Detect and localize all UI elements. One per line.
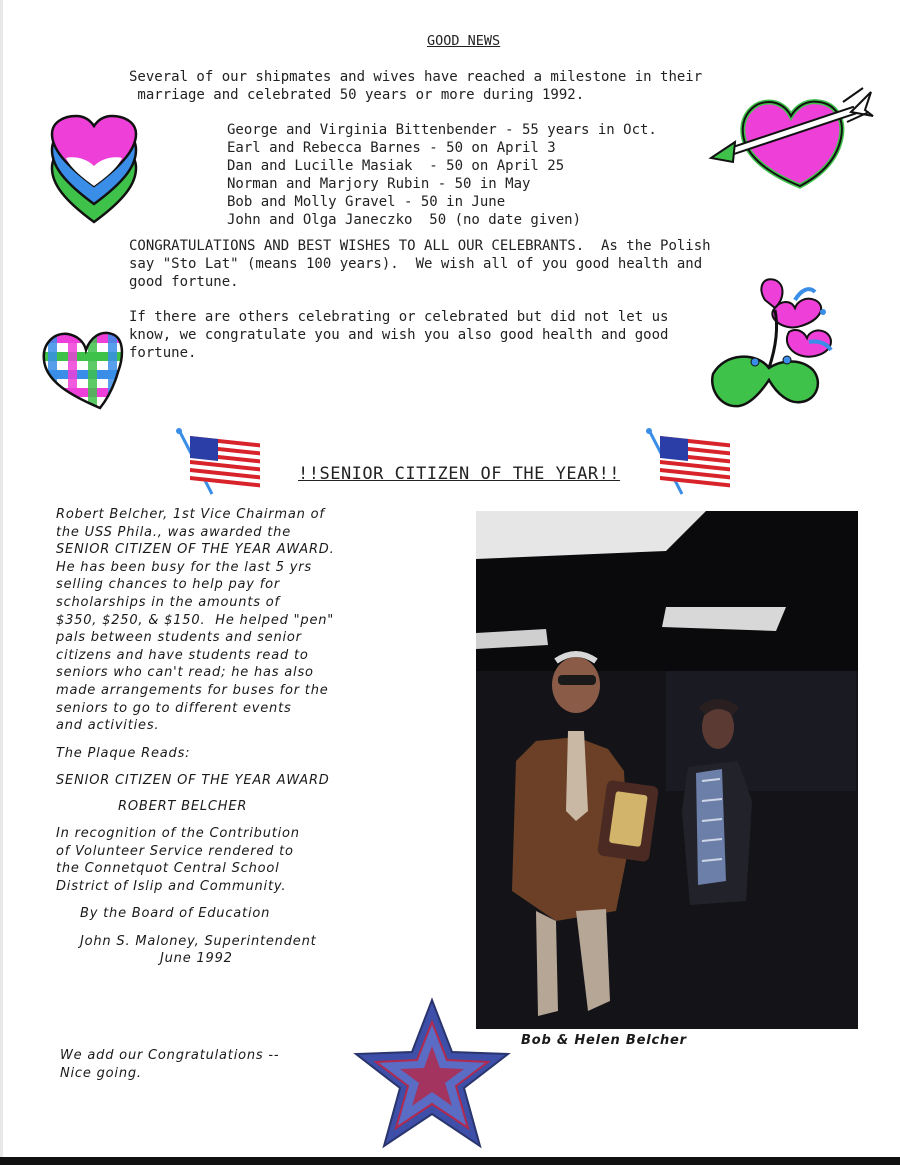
story-line: seniors to go to different events <box>56 700 292 716</box>
story-line: the USS Phila., was awarded the <box>56 524 292 540</box>
hearts-vine-icon <box>705 270 840 425</box>
plaque-line: District of Islip and Community. <box>56 878 287 894</box>
story-line: SENIOR CITIZEN OF THE YEAR AWARD. <box>56 542 335 558</box>
congrats-line: good fortune. <box>129 274 239 290</box>
closing-line: We add our Congratulations -- <box>60 1048 280 1063</box>
star-icon <box>352 996 512 1152</box>
plaque-signature: John S. Maloney, Superintendent <box>80 934 317 949</box>
heart-with-arrow-icon <box>705 82 875 192</box>
plaque-intro: The Plaque Reads: <box>56 746 191 761</box>
plaque-date: June 1992 <box>160 951 233 966</box>
others-line: If there are others celebrating or celebrated but did not let us <box>129 309 669 325</box>
story-line: selling chances to help pay for <box>56 577 281 593</box>
others-paragraph <box>129 308 749 362</box>
plaque-recipient-name: ROBERT BELCHER <box>118 799 248 814</box>
congrats-line: CONGRATULATIONS AND BEST WISHES TO ALL OUR CELEBRANTS. As the Polish <box>129 238 711 254</box>
list-item: Bob and Molly Gravel - 50 in June <box>227 194 506 210</box>
others-line: fortune. <box>129 345 197 361</box>
senior-story <box>56 506 396 735</box>
story-line: $350, $250, & $150. He helped "pen" <box>56 612 335 628</box>
list-item: George and Virginia Bittenbender - 55 years in Oct. <box>227 122 657 138</box>
intro-line: marriage and celebrated 50 years or more during 1992. <box>129 87 585 103</box>
photo-caption: Bob & Helen Belcher <box>521 1033 687 1048</box>
congrats-line: say "Sto Lat" (means 100 years). We wish all of you good health and <box>129 256 703 272</box>
closing-remark <box>60 1047 279 1082</box>
story-line: He has been busy for the last 5 yrs <box>56 559 312 575</box>
plaque-board: By the Board of Education <box>80 906 271 921</box>
american-flag-icon <box>640 426 740 496</box>
american-flag-icon <box>172 426 268 496</box>
list-item: John and Olga Janeczko 50 (no date given) <box>227 212 582 228</box>
list-item: Earl and Rebecca Barnes - 50 on April 3 <box>227 140 556 156</box>
list-item: Norman and Marjory Rubin - 50 in May <box>227 176 531 192</box>
good-news-title: GOOD NEWS <box>427 33 501 49</box>
congratulations-paragraph <box>129 237 769 291</box>
closing-line: Nice going. <box>60 1065 142 1081</box>
story-line: citizens and have students read to <box>56 647 309 663</box>
couples-list <box>227 121 657 229</box>
senior-citizen-title: !!SENIOR CITIZEN OF THE YEAR!! <box>298 464 621 484</box>
page-edge-shadow <box>0 0 3 1165</box>
plaque-text <box>56 825 300 895</box>
story-line: seniors who can't read; he has also <box>56 665 314 681</box>
intro-line: Several of our shipmates and wives have reached a milestone in their <box>129 69 703 85</box>
story-line: and activities. <box>56 718 160 734</box>
story-line: made arrangements for buses for the <box>56 682 329 698</box>
list-item: Dan and Lucille Masiak - 50 on April 25 <box>227 158 565 174</box>
story-line: pals between students and senior <box>56 630 302 646</box>
story-line: Robert Belcher, 1st Vice Chairman of <box>56 507 325 522</box>
plaque-award-title: SENIOR CITIZEN OF THE YEAR AWARD <box>56 773 330 788</box>
plaque-line: the Connetquot Central School <box>56 861 280 877</box>
plaque-line: of Volunteer Service rendered to <box>56 843 294 859</box>
good-news-intro <box>129 68 769 104</box>
triple-heart-icon <box>44 112 144 228</box>
others-line: know, we congratulate you and wish you also good health and good <box>129 327 669 343</box>
woven-heart-icon <box>38 326 124 412</box>
plaque-line: In recognition of the Contribution <box>56 826 300 841</box>
page-bottom-edge <box>0 1157 900 1165</box>
photo-illustration <box>476 511 858 1029</box>
story-line: scholarships in the amounts of <box>56 594 280 610</box>
belcher-photo <box>476 511 858 1029</box>
